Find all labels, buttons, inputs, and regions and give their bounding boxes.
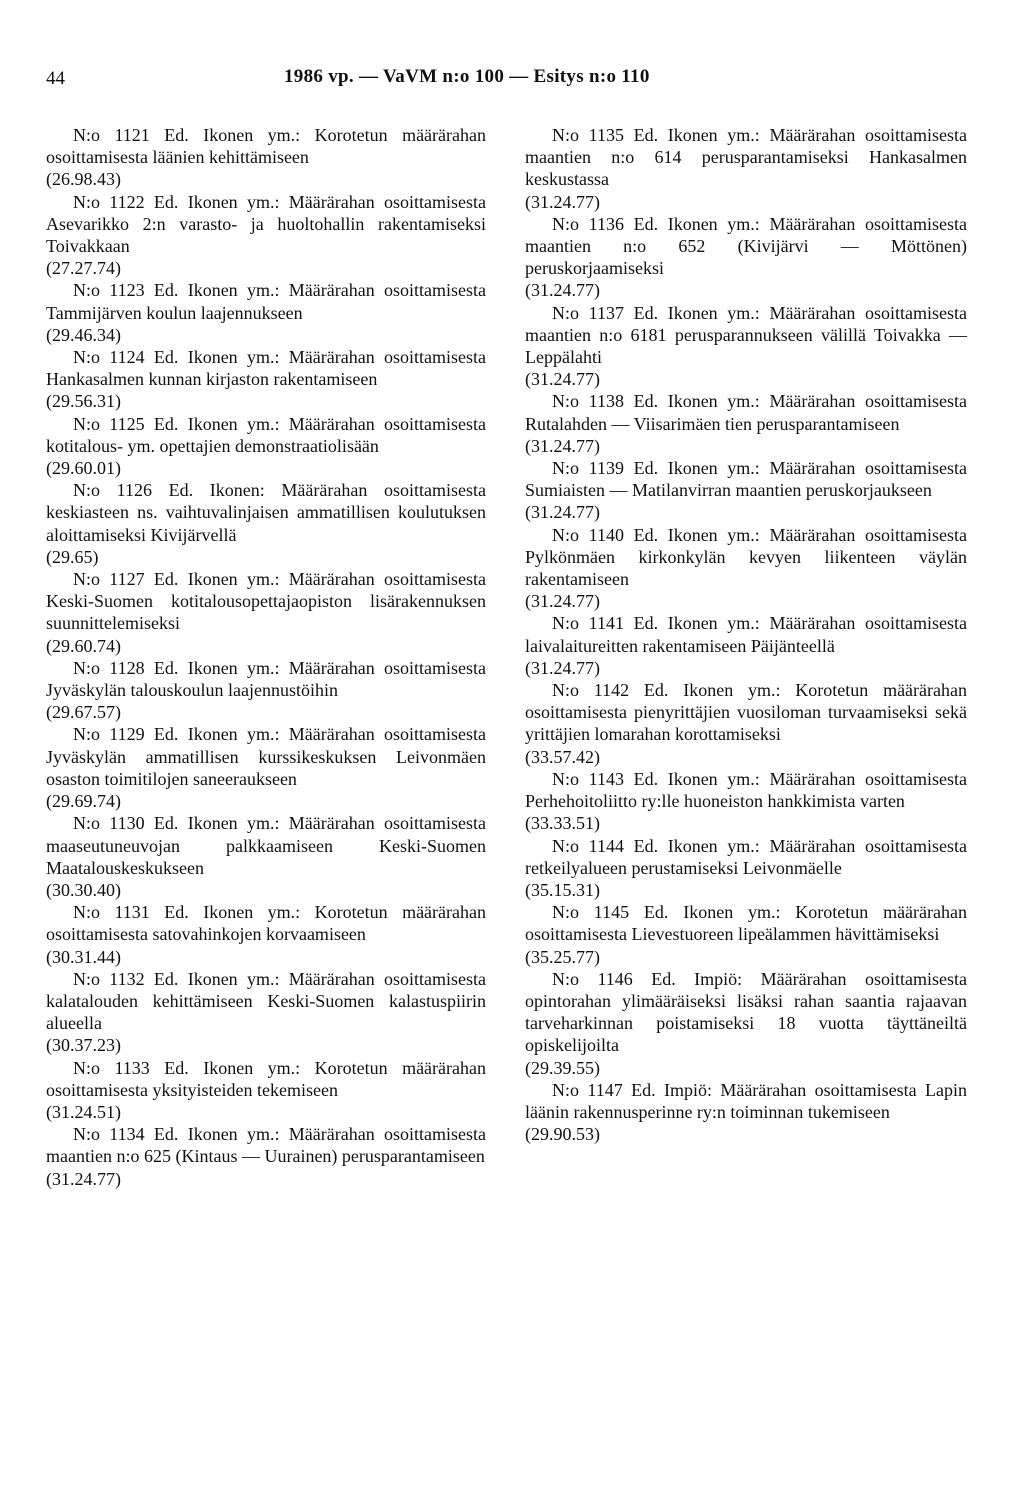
right-column <box>525 124 967 1145</box>
budget-code: (29.60.74) <box>46 635 121 656</box>
motion-text: N:o 1128 Ed. Ikonen ym.: Määrärahan osoittamisesta Jyväskylän talouskoulun laajennustöihin <box>46 657 486 701</box>
motion-text: N:o 1130 Ed. Ikonen ym.: Määrärahan osoittamisesta maaseutuneuvojan palkkaamiseen Keski-Suomen Maatalouskeskukseen <box>46 813 486 878</box>
motion-text: N:o 1133 Ed. Ikonen ym.: Korotetun määrärahan osoittamisesta yksityisteiden tekemiseen <box>46 1057 486 1100</box>
motion-entry <box>46 191 486 280</box>
budget-code: (29.56.31) <box>46 391 121 412</box>
budget-code: (29.90.53) <box>525 1124 600 1145</box>
motion-text: N:o 1141 Ed. Ikonen ym.: Määrärahan osoittamisesta laivalaitureitten rakentamiseen Päijänteellä <box>525 613 967 656</box>
budget-code: (30.37.23) <box>46 1035 121 1056</box>
motion-entry <box>46 124 486 191</box>
motion-text: N:o 1137 Ed. Ikonen ym.: Määrärahan osoittamisesta maantien n:o 6181 perusparannukseen välillä Toivakka — Leppälahti <box>525 302 967 368</box>
budget-code: (31.24.51) <box>46 1101 121 1122</box>
motion-text: N:o 1136 Ed. Ikonen ym.: Määrärahan osoittamisesta maantien n:o 652 (Kivijärvi — Möttönen) peruskorjaamiseksi <box>525 213 967 279</box>
motion-text: N:o 1124 Ed. Ikonen ym.: Määrärahan osoittamisesta Hankasalmen kunnan kirjaston rakentamiseen <box>46 347 486 390</box>
motion-entry <box>46 901 486 968</box>
motion-text: N:o 1132 Ed. Ikonen ym.: Määrärahan osoittamisesta kalatalouden kehittämiseen Keski-Suomen kalastuspiirin alueella <box>46 968 486 1034</box>
motion-text: N:o 1125 Ed. Ikonen ym.: Määrärahan osoittamisesta kotitalous- ym. opettajien demonstraatiolisään <box>46 413 486 456</box>
budget-code: (30.30.40) <box>46 879 121 900</box>
motion-entry <box>525 901 967 968</box>
budget-code: (31.24.77) <box>525 657 600 678</box>
motion-text: N:o 1144 Ed. Ikonen ym.: Määrärahan osoittamisesta retkeilyalueen perustamiseksi Leivonmäelle <box>525 835 967 878</box>
motion-text: N:o 1147 Ed. Impiö: Määrärahan osoittamisesta Lapin läänin rakennusperinne ry:n toiminnan tukemiseen <box>525 1079 967 1122</box>
budget-code: (29.60.01) <box>46 458 121 479</box>
motion-text: N:o 1121 Ed. Ikonen ym.: Korotetun määrärahan osoittamisesta läänien kehittämiseen <box>46 125 486 168</box>
budget-code: (31.24.77) <box>46 1168 121 1189</box>
motion-entry <box>525 124 967 213</box>
motion-entry <box>46 657 486 724</box>
budget-code: (29.39.55) <box>525 1057 600 1078</box>
budget-code: (29.69.74) <box>46 791 121 812</box>
motion-text: N:o 1126 Ed. Ikonen: Määrärahan osoittamisesta keskiasteen ns. vaihtuvalinjaisen ammatillisen koulutuksen aloittamiseksi Kivijärvellä <box>46 480 486 545</box>
page-number: 44 <box>46 68 65 89</box>
motion-text: N:o 1140 Ed. Ikonen ym.: Määrärahan osoittamisesta Pylkönmäen kirkonkylän kevyen liikenteen väylän rakentamiseen <box>525 524 967 590</box>
motion-entry <box>525 968 967 1079</box>
motion-text: N:o 1143 Ed. Ikonen ym.: Määrärahan osoittamisesta Perhehoitoliitto ry:lle huoneiston hankkimista varten <box>525 768 967 812</box>
motion-entry <box>525 768 967 835</box>
motion-entry <box>525 457 967 524</box>
motion-text: N:o 1146 Ed. Impiö: Määrärahan osoittamisesta opintorahan ylimääräiseksi lisäksi rahan saantia rajaavan tarveharkinnan poistamiseksi 18 vuotta täyttäneiltä opiskelijoilta <box>525 968 967 1056</box>
motion-entry <box>525 213 967 302</box>
motion-entry <box>525 302 967 391</box>
motion-entry <box>46 346 486 413</box>
motion-text: N:o 1139 Ed. Ikonen ym.: Määrärahan osoittamisesta Sumiaisten — Matilanvirran maantien peruskorjaukseen <box>525 458 967 501</box>
motion-text: N:o 1138 Ed. Ikonen ym.: Määrärahan osoittamisesta Rutalahden — Viisarimäen tien perusparantamiseen <box>525 391 967 434</box>
budget-code: (31.24.77) <box>525 369 600 390</box>
budget-code: (31.24.77) <box>525 502 600 523</box>
motion-entry <box>46 279 486 346</box>
motion-entry <box>46 812 486 901</box>
motion-entry <box>46 568 486 657</box>
running-head: 1986 vp. — VaVM n:o 100 — Esitys n:o 110 <box>284 66 650 87</box>
motion-text: N:o 1127 Ed. Ikonen ym.: Määrärahan osoittamisesta Keski-Suomen kotitalousopettajaopiston lisärakennuksen suunnittelemiseksi <box>46 569 486 634</box>
motion-entry <box>46 968 486 1057</box>
motion-entry <box>46 479 486 568</box>
motion-text: N:o 1129 Ed. Ikonen ym.: Määrärahan osoittamisesta Jyväskylän ammatillisen kurssikeskuksen Leivonmäen osaston toimitilojen saneeraukseen <box>46 724 486 789</box>
budget-code: (30.31.44) <box>46 946 121 967</box>
motion-text: N:o 1122 Ed. Ikonen ym.: Määrärahan osoittamisesta Asevarikko 2:n varasto- ja huoltohallin rakentamiseksi Toivakkaan <box>46 191 486 257</box>
motion-entry <box>525 390 967 457</box>
motion-entry <box>46 413 486 480</box>
budget-code: (29.67.57) <box>46 702 121 723</box>
budget-code: (35.15.31) <box>525 879 600 900</box>
budget-code: (26.98.43) <box>46 169 121 190</box>
budget-code: (29.46.34) <box>46 324 121 345</box>
motion-entry <box>525 612 967 679</box>
motion-text: N:o 1123 Ed. Ikonen ym.: Määrärahan osoittamisesta Tammijärven koulun laajennukseen <box>46 280 486 323</box>
motion-entry <box>525 835 967 902</box>
budget-code: (29.65) <box>46 546 99 567</box>
motion-entry <box>46 723 486 812</box>
motion-text: N:o 1131 Ed. Ikonen ym.: Korotetun määrärahan osoittamisesta satovahinkojen korvaamiseen <box>46 902 486 945</box>
budget-code: (31.24.77) <box>525 280 600 301</box>
motion-entry <box>525 524 967 613</box>
motion-entry <box>46 1123 486 1190</box>
left-column <box>46 124 486 1190</box>
motion-entry <box>525 679 967 768</box>
budget-code: (31.24.77) <box>525 435 600 456</box>
motion-text: N:o 1145 Ed. Ikonen ym.: Korotetun määrärahan osoittamisesta Lievestuoreen lipeälammen hävittämiseksi <box>525 902 967 945</box>
budget-code: (31.24.77) <box>525 191 600 212</box>
budget-code: (33.33.51) <box>525 813 600 834</box>
budget-code: (31.24.77) <box>525 591 600 612</box>
motion-text: N:o 1142 Ed. Ikonen ym.: Korotetun määrärahan osoittamisesta pienyrittäjien vuosiloman turvaamiseksi sekä yrittäjien lomarahan korottamiseksi <box>525 680 967 745</box>
budget-code: (35.25.77) <box>525 946 600 967</box>
budget-code: (33.57.42) <box>525 746 600 767</box>
motion-text: N:o 1135 Ed. Ikonen ym.: Määrärahan osoittamisesta maantien n:o 614 perusparantamiseksi Hankasalmen keskustassa <box>525 125 967 190</box>
motion-entry <box>525 1079 967 1146</box>
motion-entry <box>46 1057 486 1124</box>
motion-text: N:o 1134 Ed. Ikonen ym.: Määrärahan osoittamisesta maantien n:o 625 (Kintaus — Uurainen) perusparantamiseen <box>46 1124 486 1167</box>
budget-code: (27.27.74) <box>46 258 121 279</box>
